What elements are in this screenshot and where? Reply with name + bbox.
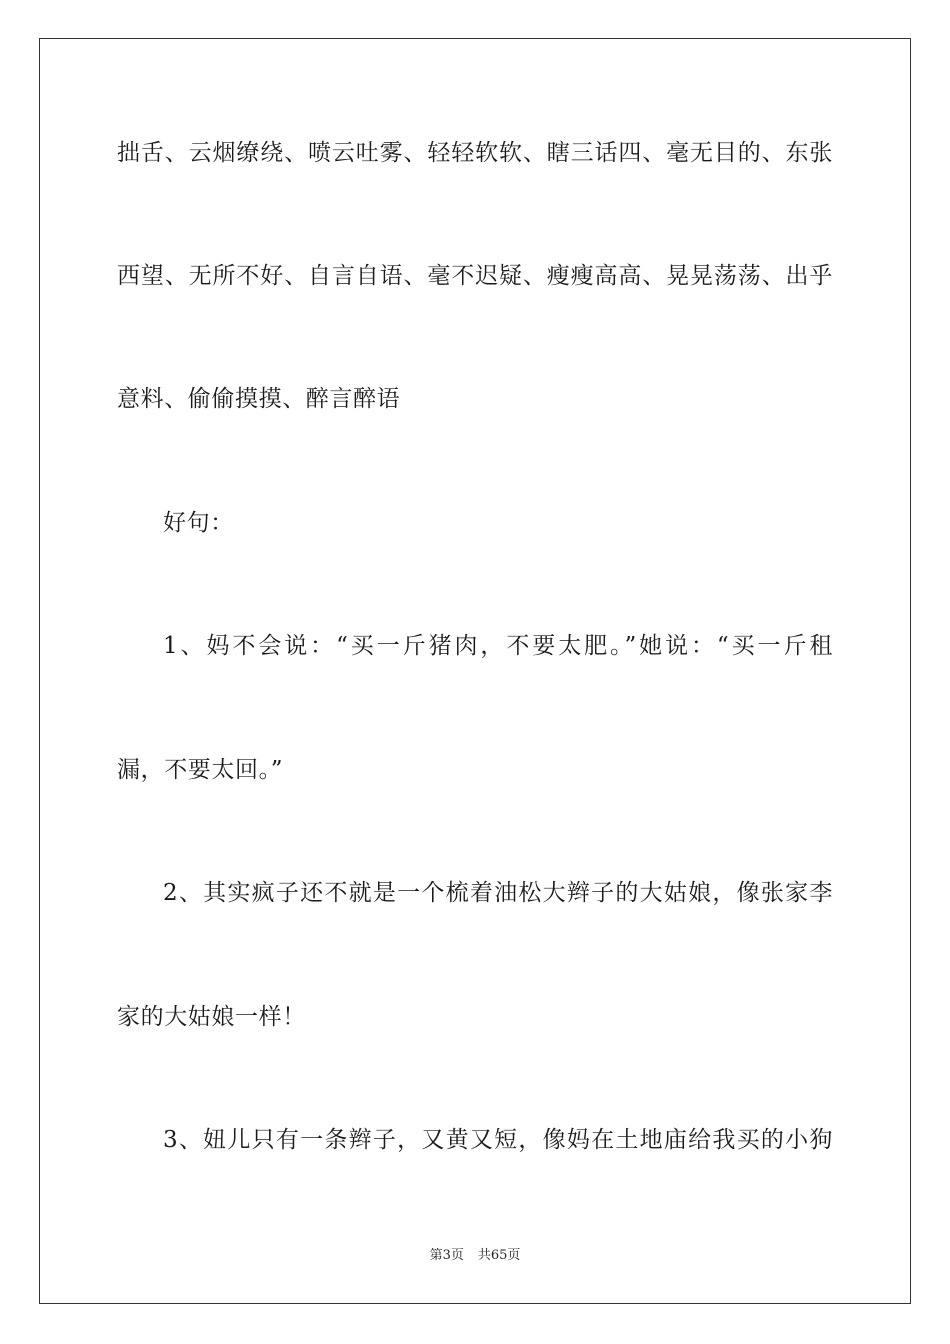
page-number: 第3页	[429, 1248, 464, 1263]
sentence-1-line-1: 1、妈不会说：“买一斤猪肉，不要太肥。”她说：“买一斤租	[163, 633, 833, 659]
total-pages: 共65页	[477, 1248, 521, 1263]
section-heading-good-sentences: 好句：	[163, 510, 234, 536]
sentence-1-line-2: 漏，不要太回。”	[117, 757, 284, 783]
text-line-2: 西望、无所不好、自言自语、毫不迟疑、瘦瘦高高、晃晃荡荡、出乎	[117, 263, 833, 289]
text-line-1: 拙舌、云烟缭绕、喷云吐雾、轻轻软软、瞎三话四、毫无目的、东张	[117, 140, 833, 166]
page-footer	[0, 1247, 950, 1265]
sentence-2-line-1: 2、其实疯子还不就是一个梳着油松大辫子的大姑娘，像张家李	[163, 880, 833, 906]
page-border	[39, 38, 911, 1304]
text-line-3: 意料、偷偷摸摸、醉言醉语	[117, 386, 401, 412]
sentence-3-line-1: 3、妞儿只有一条辫子，又黄又短，像妈在土地庙给我买的小狗	[163, 1127, 833, 1153]
sentence-2-line-2: 家的大姑娘一样！	[117, 1004, 306, 1030]
